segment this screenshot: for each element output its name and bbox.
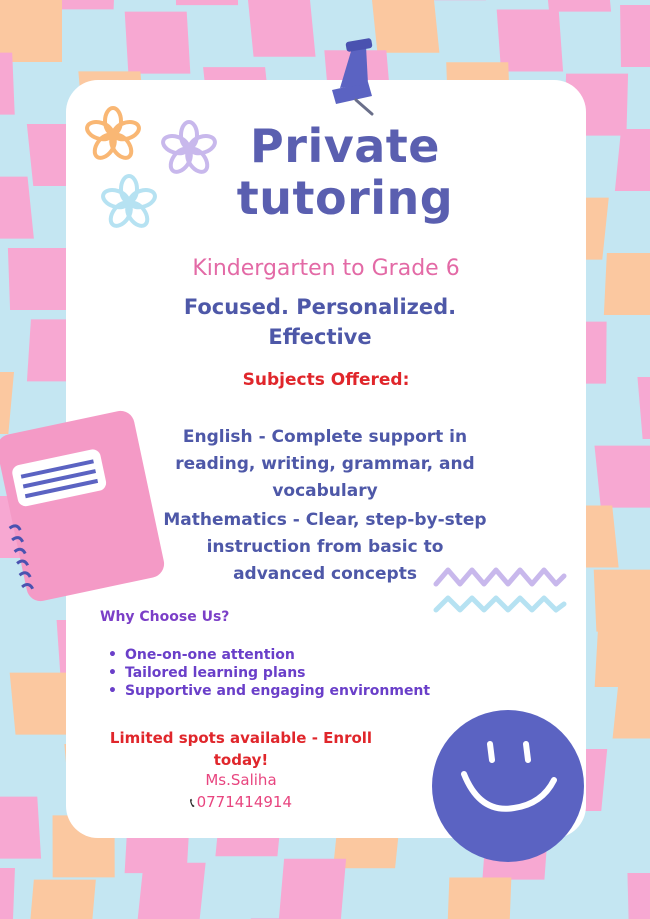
why-heading: Why Choose Us? <box>100 609 230 625</box>
english-line: English - Complete support in <box>182 427 468 447</box>
title-line1: Private <box>250 119 440 173</box>
title-line2: tutoring <box>236 171 454 225</box>
flower-icon <box>98 172 160 234</box>
checker-tile <box>447 878 511 919</box>
english-line: vocabulary <box>272 481 378 501</box>
checker-tile <box>175 0 238 5</box>
checker-tile <box>8 248 72 310</box>
checker-tile <box>137 863 206 919</box>
checker-tile <box>0 53 15 115</box>
contact-name: Ms.Saliha <box>205 771 277 789</box>
checker-tile <box>279 859 346 919</box>
list-item: • One-on-one attention <box>108 646 430 664</box>
checker-tile <box>613 677 650 739</box>
checker-tile <box>594 570 650 632</box>
grade-range: Kindergarten to Grade 6 <box>192 256 460 281</box>
math-line: instruction from basic to <box>206 537 444 557</box>
checker-tile <box>604 253 650 315</box>
math-line: Mathematics - Clear, step-by-step <box>163 510 487 530</box>
push-pin-icon <box>310 38 390 118</box>
math-line: advanced concepts <box>233 564 417 584</box>
list-item: • Supportive and engaging environment <box>108 682 430 700</box>
cta-line2: today! <box>213 751 269 769</box>
cta-text <box>106 727 376 771</box>
tagline-line2: Effective <box>268 325 372 349</box>
checker-tile <box>594 446 650 508</box>
why-list <box>108 646 430 700</box>
phone-icon: 📞︎ <box>190 796 195 811</box>
cta-line1: Limited spots available - Enroll <box>109 729 373 747</box>
tagline <box>150 292 490 352</box>
checker-tile <box>0 797 41 859</box>
checker-tile <box>0 868 15 919</box>
contact-phone[interactable] <box>106 793 376 811</box>
subjects-heading: Subjects Offered: <box>242 370 410 390</box>
math-subject <box>150 507 500 588</box>
checker-tile <box>620 5 650 67</box>
list-item: • Tailored learning plans <box>108 664 430 682</box>
phone-number[interactable]: 0771414914 <box>196 793 292 811</box>
english-line: reading, writing, grammar, and <box>175 454 475 474</box>
flower-icon <box>82 104 144 166</box>
checker-tile <box>125 12 191 74</box>
smiley-icon <box>430 708 586 864</box>
checker-tile <box>28 880 95 919</box>
english-subject <box>150 424 500 505</box>
checker-tile <box>627 873 650 919</box>
checker-tile <box>247 0 315 57</box>
notebook-icon <box>0 392 170 614</box>
tagline-line1: Focused. Personalized. <box>183 295 457 319</box>
